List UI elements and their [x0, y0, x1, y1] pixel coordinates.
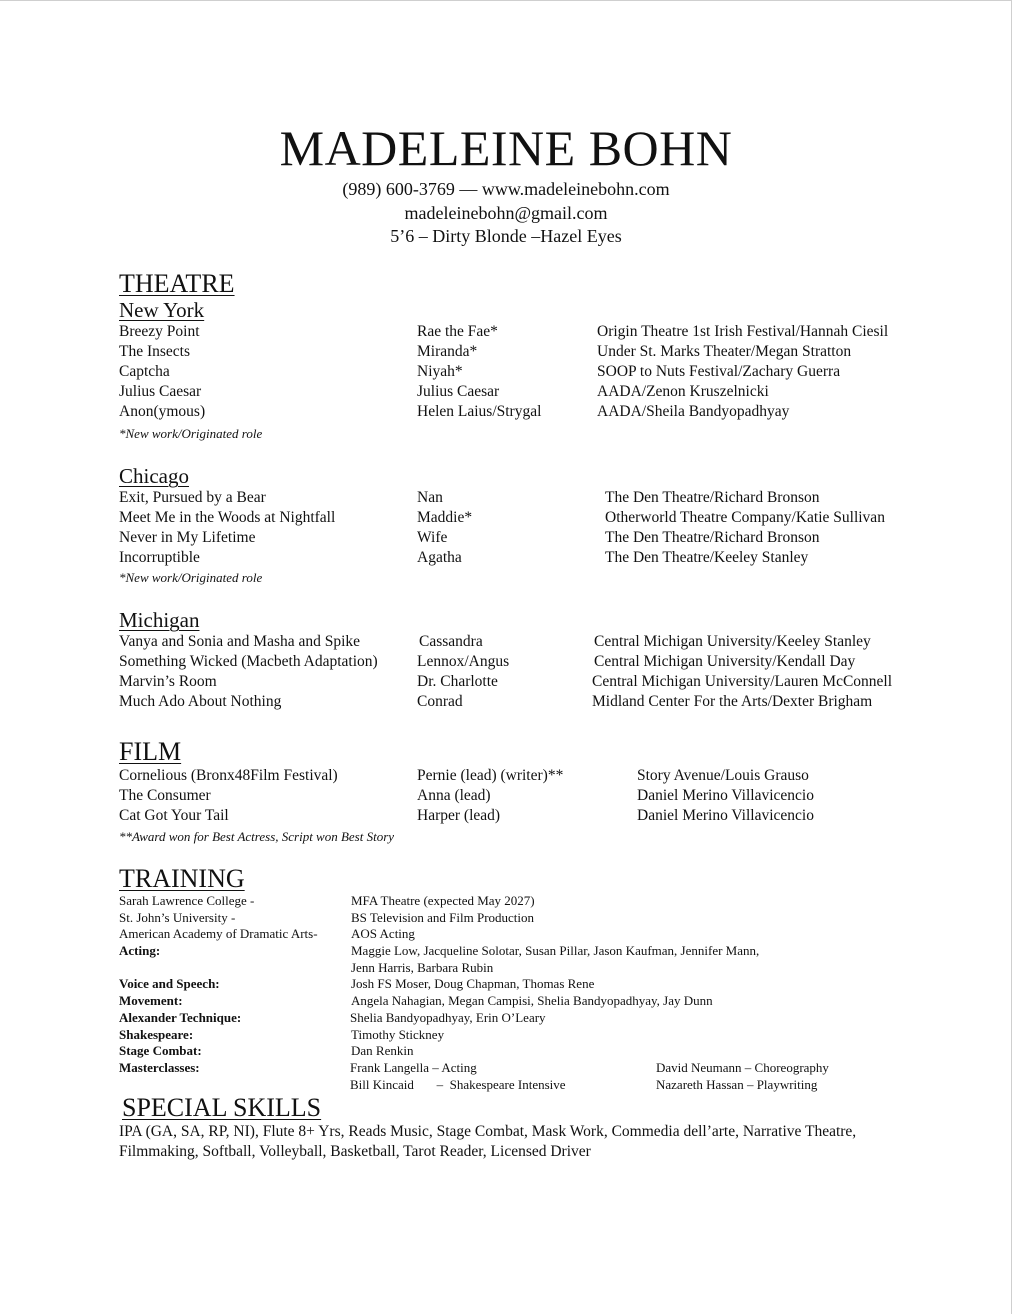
training-label: Voice and Speech:: [119, 976, 220, 992]
training-value: Maggie Low, Jacqueline Solotar, Susan Pillar, Jason Kaufman, Jennifer Mann,: [351, 943, 760, 959]
training-label: Sarah Lawrence College -: [119, 893, 255, 908]
training-value: Dan Renkin: [351, 1043, 414, 1059]
section-title-film: FILM: [119, 737, 182, 766]
credit-role: Pernie (lead) (writer)**: [417, 767, 564, 784]
credit-company: Story Avenue/Louis Grauso: [637, 767, 809, 784]
credit-role: Cassandra: [419, 633, 483, 650]
new-york-footnote: *New work/Originated role: [119, 426, 263, 441]
credit-role: Anna (lead): [417, 787, 491, 804]
credit-company: The Den Theatre/Keeley Stanley: [605, 549, 809, 566]
subsection-title-new-york: New York: [119, 298, 205, 322]
credit-company: SOOP to Nuts Festival/Zachary Guerra: [597, 363, 841, 380]
masterclass-right: David Neumann – Choreography: [656, 1059, 829, 1075]
credit-role: Julius Caesar: [417, 383, 500, 400]
credit-company: Daniel Merino Villavicencio: [637, 807, 814, 824]
training-value: Timothy Stickney: [351, 1026, 445, 1042]
masterclass-right: Nazareth Hassan – Playwriting: [656, 1076, 818, 1092]
credit-role: Helen Laius/Strygal: [417, 403, 542, 420]
credit-show: Much Ado About Nothing: [119, 693, 282, 710]
contact-phone-website: (989) 600-3769 — www.madeleinebohn.com: [342, 179, 670, 199]
training-value: Josh FS Moser, Doug Chapman, Thomas Rene: [351, 976, 595, 992]
subsection-title-michigan: Michigan: [119, 608, 200, 632]
credit-company: AADA/Zenon Kruszelnicki: [597, 383, 769, 400]
credit-company: Midland Center For the Arts/Dexter Brigham: [592, 693, 873, 710]
training-label: Movement:: [119, 993, 183, 1009]
credit-role: Agatha: [417, 549, 462, 566]
contact-email: madeleinebohn@gmail.com: [404, 202, 608, 223]
resume-header: [0, 118, 1012, 249]
credit-show: Marvin’s Room: [119, 673, 217, 690]
special-skills-text: IPA (GA, SA, RP, NI), Flute 8+ Yrs, Reads Music, Stage Combat, Mask Work, Commedia dell’arte, Narrative Theatre, Filmmaking, Softball, Volleyball, Basketball, Tarot Reader, Licensed Driver: [119, 1123, 857, 1160]
credit-company: Otherworld Theatre Company/Katie Sullivan: [605, 509, 885, 526]
credit-role: Lennox/Angus: [417, 653, 510, 670]
credit-role: Rae the Fae*: [417, 323, 498, 340]
masterclass-left: Bill Kincaid – Shakespeare Intensive: [350, 1076, 566, 1092]
training-value: AOS Acting: [351, 926, 415, 942]
chicago-footnote: *New work/Originated role: [119, 570, 263, 585]
training-value: BS Television and Film Production: [351, 909, 535, 925]
credit-company: Central Michigan University/Kendall Day: [594, 653, 856, 670]
credit-company: Central Michigan University/Keeley Stanley: [594, 633, 871, 650]
credit-show: Vanya and Sonia and Masha and Spike: [119, 633, 361, 650]
section-title-special-skills: SPECIAL SKILLS: [122, 1093, 322, 1122]
credit-role: Wife: [417, 529, 448, 546]
credit-company: Daniel Merino Villavicencio: [637, 787, 814, 804]
section-title-theatre: THEATRE: [119, 269, 235, 298]
credit-show: Anon(ymous): [119, 403, 206, 420]
credit-company: Under St. Marks Theater/Megan Stratton: [597, 343, 852, 360]
credit-show: Cornelious (Bronx48Film Festival): [119, 767, 338, 784]
credit-role: Niyah*: [417, 363, 463, 380]
credit-show: Captcha: [119, 363, 170, 380]
credit-company: AADA/Sheila Bandyopadhyay: [597, 403, 790, 420]
training-value: Angela Nahagian, Megan Campisi, Shelia Bandyopadhyay, Jay Dunn: [351, 993, 713, 1009]
credit-show: Never in My Lifetime: [119, 529, 256, 546]
masterclass-left: Frank Langella – Acting: [350, 1059, 477, 1075]
training-label: Acting:: [119, 943, 161, 959]
training-label: Shakespeare:: [119, 1026, 194, 1042]
training-label: American Academy of Dramatic Arts-: [119, 926, 318, 942]
credit-show: Cat Got Your Tail: [119, 807, 229, 824]
section-title-training: TRAINING: [119, 864, 245, 893]
credit-show: The Consumer: [119, 787, 211, 804]
physical-details: 5’6 – Dirty Blonde –Hazel Eyes: [390, 226, 622, 246]
credit-company: The Den Theatre/Richard Bronson: [605, 489, 820, 506]
credit-role: Miranda*: [417, 343, 478, 360]
credit-show: Incorruptible: [119, 549, 200, 566]
candidate-name: MADELEINE BOHN: [279, 120, 733, 176]
credit-company: Central Michigan University/Lauren McConnell: [592, 673, 893, 690]
credit-company: The Den Theatre/Richard Bronson: [605, 529, 820, 546]
training-value: Jenn Harris, Barbara Rubin: [351, 959, 494, 975]
credit-role: Dr. Charlotte: [417, 673, 498, 690]
credit-show: Something Wicked (Macbeth Adaptation): [119, 653, 378, 670]
training-label: Stage Combat:: [119, 1043, 202, 1059]
credit-company: Origin Theatre 1st Irish Festival/Hannah Ciesil: [597, 323, 889, 340]
training-label: St. John’s University -: [119, 909, 236, 925]
subsection-title-chicago: Chicago: [119, 464, 189, 488]
training-label: Alexander Technique:: [119, 1009, 242, 1025]
credit-show: Meet Me in the Woods at Nightfall: [119, 509, 336, 526]
credit-role: Maddie*: [417, 509, 473, 526]
credit-show: Breezy Point: [119, 323, 200, 340]
credit-role: Conrad: [417, 693, 463, 710]
credit-role: Nan: [417, 489, 443, 506]
masterclasses-label: Masterclasses:: [119, 1059, 200, 1075]
training-value: Shelia Bandyopadhyay, Erin O’Leary: [350, 1009, 546, 1025]
film-footnote: **Award won for Best Actress, Script won Best Story: [119, 829, 395, 844]
credit-role: Harper (lead): [417, 807, 501, 824]
credit-show: The Insects: [119, 343, 191, 360]
credit-show: Exit, Pursued by a Bear: [119, 489, 266, 506]
training-value: MFA Theatre (expected May 2027): [351, 893, 535, 908]
credit-show: Julius Caesar: [119, 383, 202, 400]
